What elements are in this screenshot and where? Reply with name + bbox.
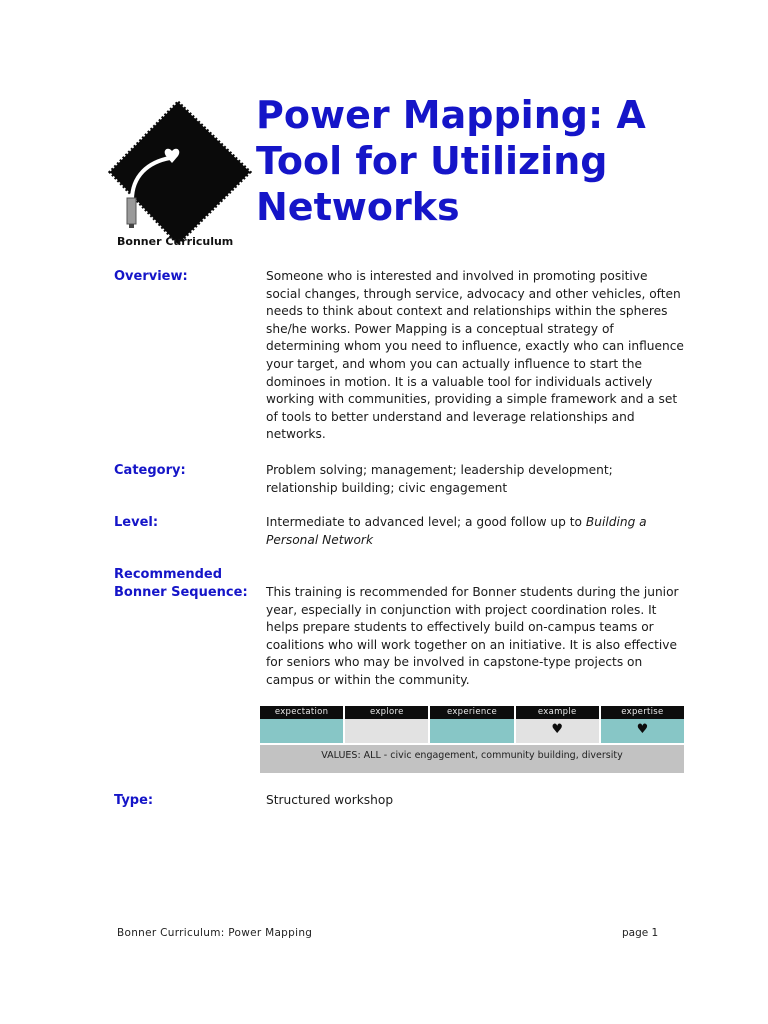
phase-fill-expertise	[601, 719, 684, 743]
type-text: Structured workshop	[266, 793, 394, 807]
sequence-text: This training is recommended for Bonner students during the junior year, especially in conjunction with project coordination roles. It helps prepare students to effectively build on-campus teams or coalitions who will work together on an initiative. It is also effective for seniors who may be involved in capstone-type projects on campus or within the community.	[266, 585, 679, 687]
values-bar: VALUES: ALL - civic engagement, community building, diversity	[260, 745, 684, 773]
phase-fill-explore	[345, 719, 430, 743]
footer-right: page 1	[622, 927, 659, 939]
overview-text: Someone who is interested and involved in promoting positive social changes, through service, advocacy and other vehicles, often needs to think about context and relationships within the spheres she/he works. Power Mapping is a conceptual strategy of determining whom you need to influence, exactly who can influence your target, and whom you can actually influence to start the dominoes in motion. It is a valuable tool for individuals actively working with communities, providing a simple framework and a set of tools to better understand and leverage relationships and networks.	[266, 269, 684, 442]
bonner-logo	[104, 98, 254, 248]
phase-label-expertise: expertise	[601, 706, 684, 719]
phase-fill-expectation	[260, 719, 345, 743]
title-line-1: Power Mapping: A	[256, 93, 646, 137]
sequence-label	[114, 566, 264, 602]
phase-label-explore: explore	[345, 706, 430, 719]
footer-left: Bonner Curriculum: Power Mapping	[117, 927, 313, 939]
type-label: Type:	[114, 793, 154, 808]
level-text-plain: Intermediate to advanced level; a good follow up to	[266, 515, 586, 529]
level-text	[266, 514, 686, 549]
heart-icon: ♥	[636, 722, 649, 737]
phase-bar	[260, 706, 684, 743]
title-line-3: Networks	[256, 185, 460, 229]
phase-label-experience: experience	[430, 706, 515, 719]
sequence-label-line-2: Bonner Sequence:	[114, 585, 248, 600]
phase-labels	[260, 706, 684, 719]
phase-fills	[260, 719, 684, 743]
phase-label-example: example	[516, 706, 601, 719]
page-title	[256, 92, 736, 230]
level-text-italic: Building a Personal Network	[266, 515, 647, 547]
sequence-label-line-1: Recommended	[114, 567, 223, 582]
curriculum-label: Bonner Curriculum	[117, 235, 234, 248]
overview-label: Overview:	[114, 269, 188, 284]
phase-fill-example	[516, 719, 601, 743]
category-label: Category:	[114, 463, 186, 478]
phase-label-expectation: expectation	[260, 706, 345, 719]
category-text: Problem solving; management; leadership development; relationship building; civic engagement	[266, 463, 613, 495]
heart-icon: ♥	[551, 722, 564, 737]
title-line-2: Tool for Utilizing	[256, 139, 608, 183]
phase-fill-experience	[430, 719, 515, 743]
level-label: Level:	[114, 515, 159, 530]
